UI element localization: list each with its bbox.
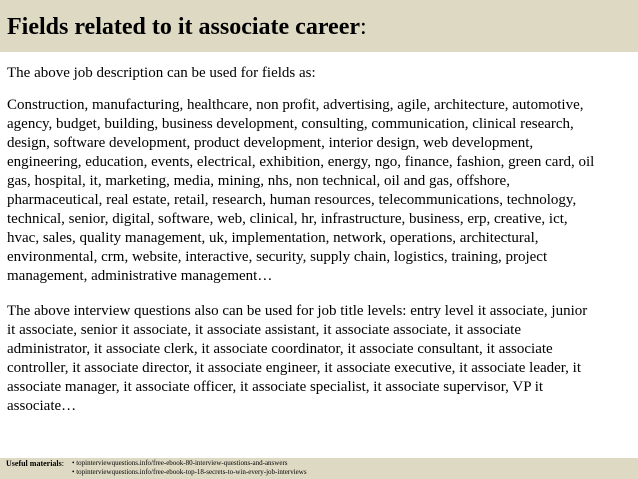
paragraph-line: associate manager, it associate officer, it associate specialist, it associate supervisor, VP it bbox=[7, 379, 544, 395]
paragraph-line: management, administrative management… bbox=[7, 268, 273, 284]
paragraph-line: engineering, education, events, electrical, exhibition, energy, ngo, finance, fashion, green card, oil bbox=[7, 154, 595, 170]
page-title-colon: : bbox=[360, 14, 367, 40]
paragraph-line: The above interview questions also can be used for job title levels: entry level it associate, junior bbox=[7, 303, 588, 319]
job-levels-paragraph bbox=[7, 302, 631, 416]
paragraph-line: hvac, sales, quality management, uk, implementation, network, operations, architectural, bbox=[7, 230, 539, 246]
paragraph-line: gas, hospital, it, marketing, media, mining, nhs, non technical, oil and gas, offshore, bbox=[7, 173, 510, 189]
paragraph-line: controller, it associate director, it associate engineer, it associate executive, it associate leader, it bbox=[7, 360, 582, 376]
paragraph-line: pharmaceutical, real estate, retail, research, human resources, telecommunications, technology, bbox=[7, 192, 577, 208]
title-banner bbox=[0, 0, 638, 52]
page-title bbox=[7, 12, 367, 42]
ebook-18-secrets-link[interactable]: • topinterviewquestions.info/free-ebook-top-18-secrets-to-win-every-job-interviews bbox=[72, 468, 307, 476]
useful-materials-label-text: Useful materials bbox=[6, 459, 62, 468]
page-title-text: Fields related to it associate career bbox=[7, 14, 360, 40]
paragraph-line: it associate, senior it associate, it associate assistant, it associate associate, it associate bbox=[7, 322, 522, 338]
paragraph-line: design, software development, product development, interior design, web development, bbox=[7, 135, 534, 151]
paragraph-line: technical, senior, digital, software, web, clinical, hr, infrastructure, business, erp, creative, ict, bbox=[7, 211, 568, 227]
intro-sentence: The above job description can be used for fields as: bbox=[7, 65, 316, 81]
useful-materials-links bbox=[72, 459, 307, 477]
fields-paragraph bbox=[7, 96, 631, 286]
useful-materials-label-colon: : bbox=[61, 459, 64, 468]
paragraph-line: administrator, it associate clerk, it associate coordinator, it associate consultant, it associate bbox=[7, 341, 553, 357]
paragraph-line: environmental, crm, website, interactive, security, supply chain, logistics, training, project bbox=[7, 249, 548, 265]
useful-materials-label bbox=[6, 459, 64, 468]
ebook-80-questions-link[interactable]: • topinterviewquestions.info/free-ebook-80-interview-questions-and-answers bbox=[72, 459, 288, 467]
footer-bar bbox=[0, 458, 638, 479]
paragraph-line: agency, budget, building, business development, consulting, communication, clinical research, bbox=[7, 116, 574, 132]
paragraph-line: associate… bbox=[7, 398, 77, 414]
paragraph-line: Construction, manufacturing, healthcare, non profit, advertising, agile, architecture, automotive, bbox=[7, 97, 584, 113]
